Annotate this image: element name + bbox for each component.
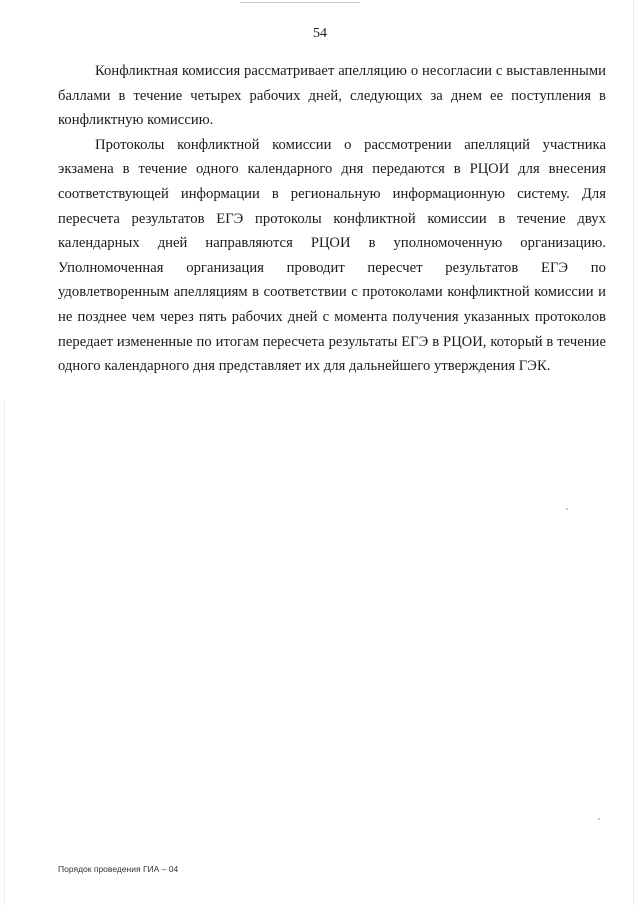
document-body [58, 59, 606, 379]
document-footer: Порядок проведения ГИА – 04 [58, 864, 179, 874]
scan-artifact [566, 508, 568, 510]
scan-artifact [598, 818, 600, 820]
paragraph-protocols: Протоколы конфликтной комиссии о рассмотрении апелляций участника экзамена в течение одного календарного дня передаются в РЦОИ для внесения соответствующей информации в региональную информационную систему. Для пересчета результатов ЕГЭ протоколы конфликтной комиссии в течение двух календарных дней направляются РЦОИ в уполномоченную организацию. Уполномоченная организация проводит пересчет результатов ЕГЭ по удовлетворенным апелляциям в соответствии с протоколами конфликтной комиссии и не позднее чем через пять рабочих дней с момента получения указанных протоколов передает измененные по итогам пересчета результаты ЕГЭ в РЦОИ, который в течение одного календарного дня представляет их для дальнейшего утверждения ГЭК. [58, 136, 606, 375]
paragraph-appeal-review: Конфликтная комиссия рассматривает апелляцию о несогласии с выставленными баллами в течение четырех рабочих дней, следующих за днем ее поступления в конфликтную комиссию. [58, 63, 606, 129]
left-page-edge [4, 400, 5, 905]
right-page-edge [633, 0, 634, 905]
page-number: 54 [313, 26, 327, 41]
top-scan-line [240, 2, 360, 3]
